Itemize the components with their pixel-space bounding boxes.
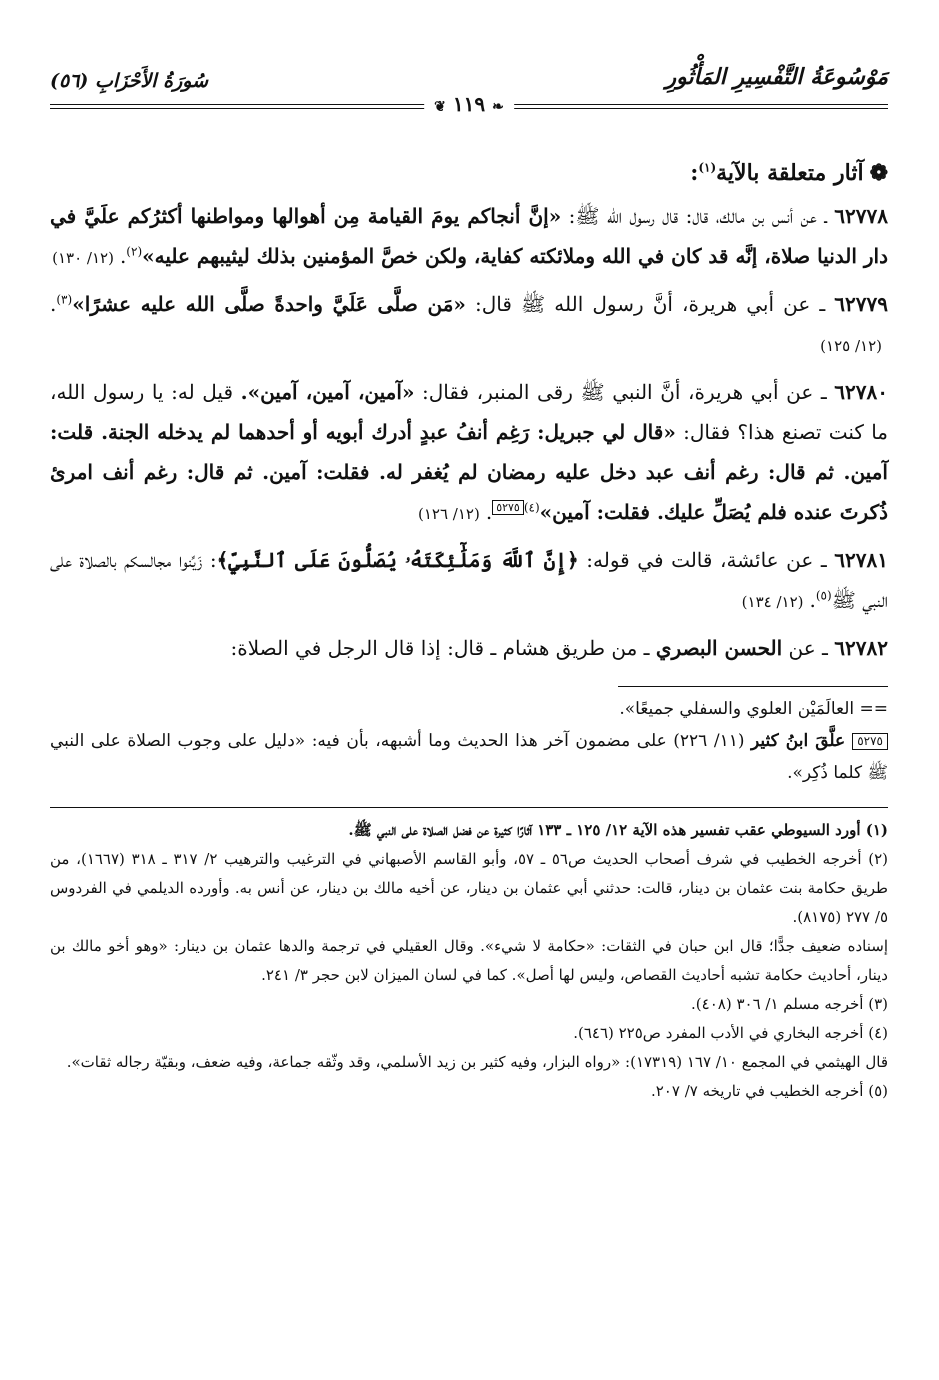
footnote-mark: (٥) [815,588,832,603]
narration-quote-2: «قال لي جبريل: رَغِم أنفُ عبدٍ أدرك أبويه أو أحدهما لم يدخله الجنة. قلت: آمين. ثم قال: رغم أنف عبد دخل عليه رمضان لم يُغفر له. فقلت: آمين. ثم قال: رغم أنف امرئ ذُكرتَ عنده فلم يُصَلِّ عليك. فقلت: آمين» [50,420,888,524]
section-heading-text: آثار متعلقة بالآية [716,160,864,186]
heading-colon: : [690,160,699,186]
footnote-mark: (١) [698,160,717,175]
ornament-right-icon: ❧ [492,99,504,115]
footnote-mark: (٢) [126,244,143,259]
narration-intro: ـ عن أبي هريرة، أنَّ رسول الله ﷺ قال: [465,292,835,316]
commentary-paragraph [50,725,888,789]
narration-reference: (١٢/ ١٣٤) [741,593,804,611]
narration-intro: ـ عن [782,636,835,660]
narration-intro: ـ عن أنس بن مالك، قال: قال رسول الله ﷺ: [561,204,835,228]
narration-tail: . [119,244,127,268]
section-heading [50,156,888,190]
narration-intro: ـ عن عائشة، قالت في قوله: [578,548,835,572]
commentary-block [50,693,888,789]
narration-number: ٦٢٧٧٨ [834,204,888,228]
narration-middle: قيل له: يا رسول الله، ما كنت تصنع هذا؟ فقال: [50,380,889,444]
narration-reference: (١٢/ ١٣٠) [52,249,114,267]
comment-divider [618,686,888,687]
narration-tail: . [50,292,57,316]
narration-tail: . [485,500,493,524]
footnote: قال الهيثمي في المجمع ١٠/ ١٦٧ (١٧٣١٩): «رواه البزار، وفيه كثير بن زيد الأسلمي، وقد وثّقه جماعة، وفيه ضعف، وبقيّة رجاله ثقات». [66,1053,888,1071]
commentary-number-box: ٥٢٧٥ [852,733,888,750]
footnote: (٥) أخرجه الخطيب في تاريخه ٧/ ٢٠٧. [650,1082,888,1100]
page-header [50,60,888,124]
page-number [424,92,514,116]
narration [50,284,888,366]
document-page [50,60,888,1350]
narration-quote: «آمين، آمين، آمين». [240,380,415,404]
commentary-author: علَّقَ ابنُ كثير [751,731,853,751]
narration-number: ٦٢٧٧٩ [834,292,888,316]
page-number-value: ١١٩ [452,92,486,116]
narration-quote: «إنَّ أنجاكم يومَ القيامة مِن أهوالها ومواطنها أكثرُكم علَيَّ في دار الدنيا صلاة، إنَّه قد كان في الله وملائكته كفاية، ولكن خصَّ المؤمنين بذلك ليثيبهم عليه» [50,204,888,268]
surah-title: سُورَةُ الأَحْزَابِ (٥٦) [50,70,209,92]
narration-tail: . [809,588,816,612]
narration-quote: «مَن صلَّى عَلَيَّ واحدةً صلَّى الله عليه عشرًا» [72,292,466,316]
narrator-name: الحسن البصري [655,636,783,660]
narration-number: ٦٢٧٨٢ [834,636,888,660]
footnotes-section [50,807,888,1106]
footnote: (٤) أخرجه البخاري في الأدب المفرد ص٢٢٥ (٦٤٦). [573,1024,888,1042]
commentary-text: (١١/ ٢٢٦) على مضمون آخر هذا الحديث وما أشبهه، بأن فيه: «دليل على وجوب الصلاة على النبي ﷺ كلما ذُكِر». [50,731,888,783]
narration-reference: (١٢/ ١٢٥) [820,337,882,355]
narration [50,540,888,622]
footnote: إسناده ضعيف جدًّا؛ قال ابن حبان في الثقات: «حكامة لا شيء». وقال العقيلي في ترجمة والدها عثمان بن دينار: «وهو أخو مالك بن دينار، أحاديث حكامة تشبه أحاديث القصاص، وليس لها أصل». كما في لسان الميزان لابن حجر ٣/ ٢٤١. [50,937,888,984]
narration-after: : زَيِّنوا مجالسكم بالصلاة على النبي ﷺ [50,548,888,612]
commentary-continuation: == العالَمَيْن العلوي والسفلي جميعًا». [619,699,888,719]
book-title: مَوْسُوعَةُ التَّفْسِيرِ المَأْثُورِ [665,64,888,90]
narration-number: ٦٢٧٨١ [834,548,888,572]
commentary-number-box: ٥٢٧٥ [492,500,524,515]
narration [50,628,888,668]
footnote: (٣) أخرجه مسلم ١/ ٣٠٦ (٤٠٨). [691,995,888,1013]
quran-verse: ﴿إِنَّ ٱللَّهَ وَمَلَٰٓئِكَتَهُۥ يُصَلُّونَ عَلَى ٱلنَّبِيِّ﴾ [216,548,579,572]
narration-number: ٦٢٧٨٠ [834,380,889,404]
flower-icon: ❁ [869,160,888,186]
footnote-mark: (٣) [56,292,73,307]
narration-after: ـ من طريق هشام ـ قال: إذا قال الرجل في الصلاة: [230,636,656,660]
footnote-mark: (٤) [523,500,540,515]
narration-reference: (١٢/ ١٢٦) [418,505,480,523]
ornament-left-icon: ❦ [434,99,446,115]
footnote: (٢) أخرجه الخطيب في شرف أصحاب الحديث ص٥٦ ـ ٥٧، وأبو القاسم الأصبهاني في الترغيب والترهيب ٢/ ٣١٧ ـ ٣١٨ (١٦٦٧)، من طريق حكامة بنت عثمان بن دينار، قالت: حدثني أبي عثمان بن دينار، عن أخيه مالك بن دينار، عن أنس به. وأورده الديلمي في الفردوس ٥/ ٢٧٧ (٨١٧٥). [50,850,888,926]
narration-intro: ـ عن أبي هريرة، أنَّ النبي ﷺ رقى المنبر، فقال: [414,380,835,404]
footnote: (١) أورد السيوطي عقب تفسير هذه الآية ١٢/ ١٢٥ ـ ١٣٣ آثارًا كثيرة عن فضل الصلاة على النبي ﷺ. [348,821,888,839]
narration [50,372,888,534]
narration [50,196,888,278]
